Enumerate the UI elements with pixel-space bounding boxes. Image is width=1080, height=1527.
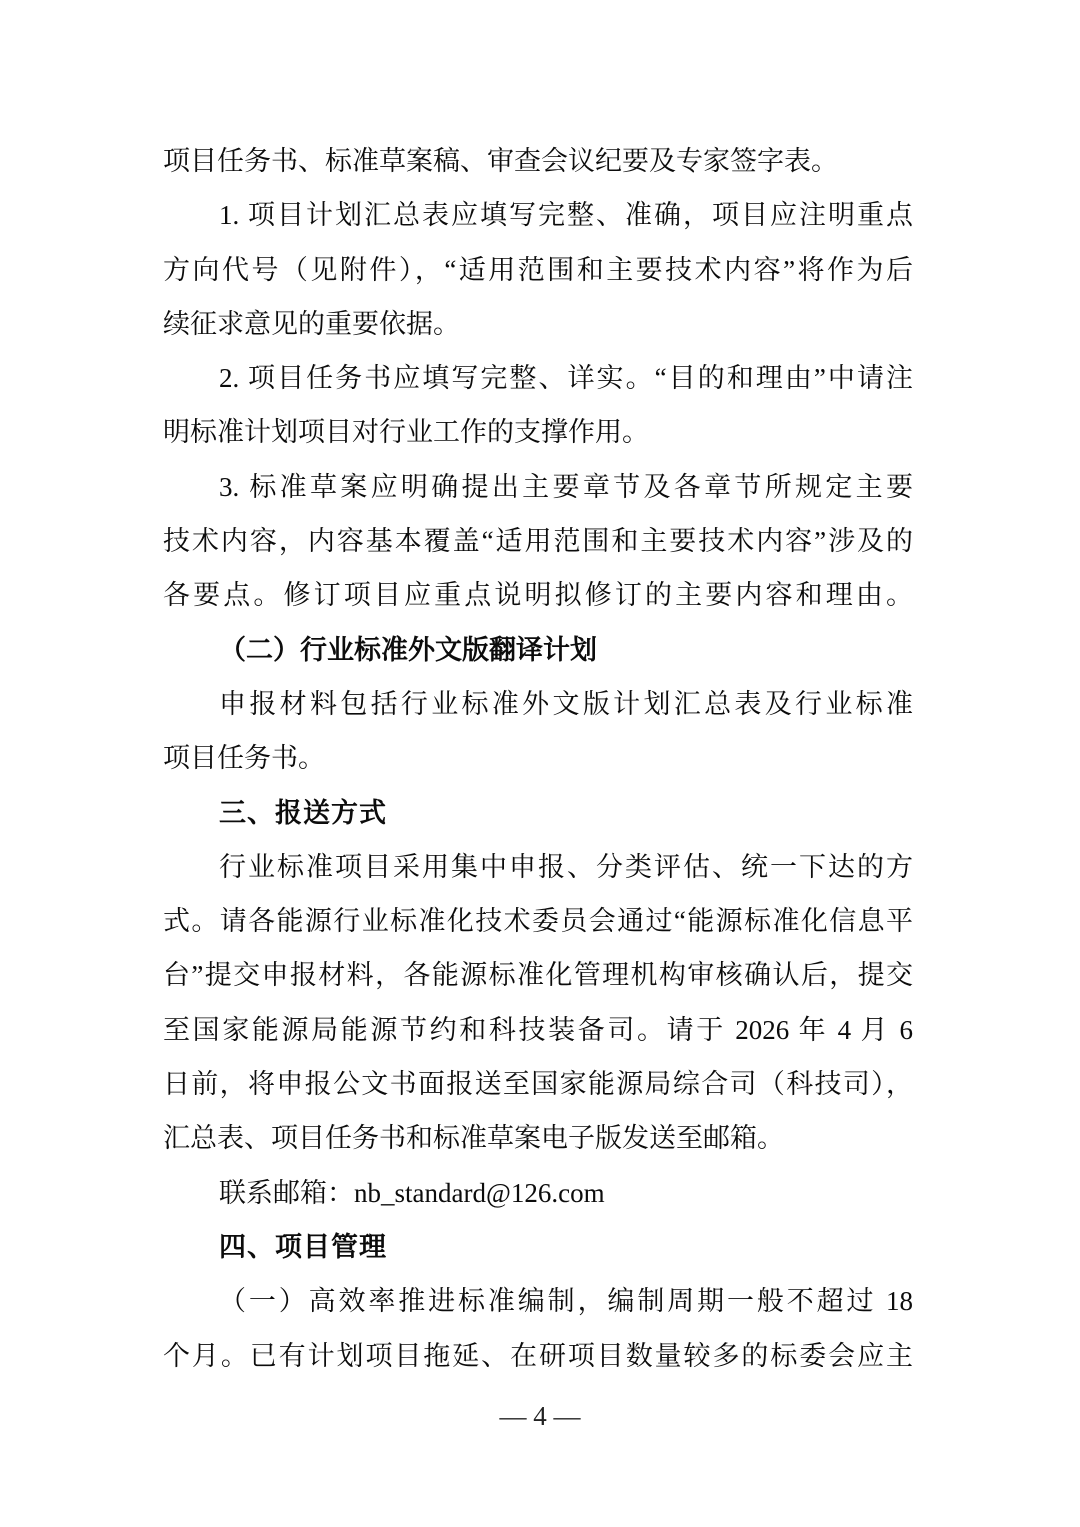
text-line: 各要点。修订项目应重点说明拟修订的主要内容和理由。 <box>163 580 913 611</box>
section-heading-line: 三、报送方式 <box>219 797 387 828</box>
text-line: 申报材料包括行业标准外文版计划汇总表及行业标准 <box>219 688 913 719</box>
text-line: 至国家能源局能源节约和科技装备司。请于 2026 年 4 月 6 <box>163 1014 913 1045</box>
text-line: 日前，将申报公文书面报送至国家能源局综合司（科技司）， <box>163 1069 913 1100</box>
text-line: 续征求意见的重要依据。 <box>163 308 460 339</box>
section-heading-line: （二）行业标准外文版翻译计划 <box>219 634 597 665</box>
document-body <box>163 134 913 1383</box>
text-line: 技术内容，内容基本覆盖“适用范围和主要技术内容”涉及的 <box>163 526 913 557</box>
text-line: 汇总表、项目任务书和标准草案电子版发送至邮箱。 <box>163 1123 784 1154</box>
text-line: 3. 标准草案应明确提出主要章节及各章节所规定主要 <box>219 471 913 502</box>
text-line: 个月。已有计划项目拖延、在研项目数量较多的标委会应主 <box>163 1340 913 1371</box>
text-line: 方向代号（见附件），“适用范围和主要技术内容”将作为后 <box>163 254 913 285</box>
text-line: 1. 项目计划汇总表应填写完整、准确，项目应注明重点 <box>219 200 913 231</box>
text-line: 式。请各能源行业标准化技术委员会通过“能源标准化信息平 <box>163 906 913 937</box>
text-line: 台”提交申报材料，各能源标准化管理机构审核确认后，提交 <box>163 960 913 991</box>
contact-email-line: 联系邮箱：nb_standard@126.com <box>219 1177 605 1208</box>
text-line: 行业标准项目采用集中申报、分类评估、统一下达的方 <box>219 851 913 882</box>
page-number: — 4 — <box>499 1401 581 1431</box>
section-heading-line: 四、项目管理 <box>219 1231 387 1262</box>
text-line: 2. 项目任务书应填写完整、详实。“目的和理由”中请注 <box>219 363 913 394</box>
text-line: 项目任务书。 <box>163 743 325 774</box>
text-line: 明标准计划项目对行业工作的支撑作用。 <box>163 417 649 448</box>
text-line: 项目任务书、标准草案稿、审查会议纪要及专家签字表。 <box>163 146 838 176</box>
text-line: （一）高效率推进标准编制，编制周期一般不超过 18 <box>219 1286 913 1317</box>
